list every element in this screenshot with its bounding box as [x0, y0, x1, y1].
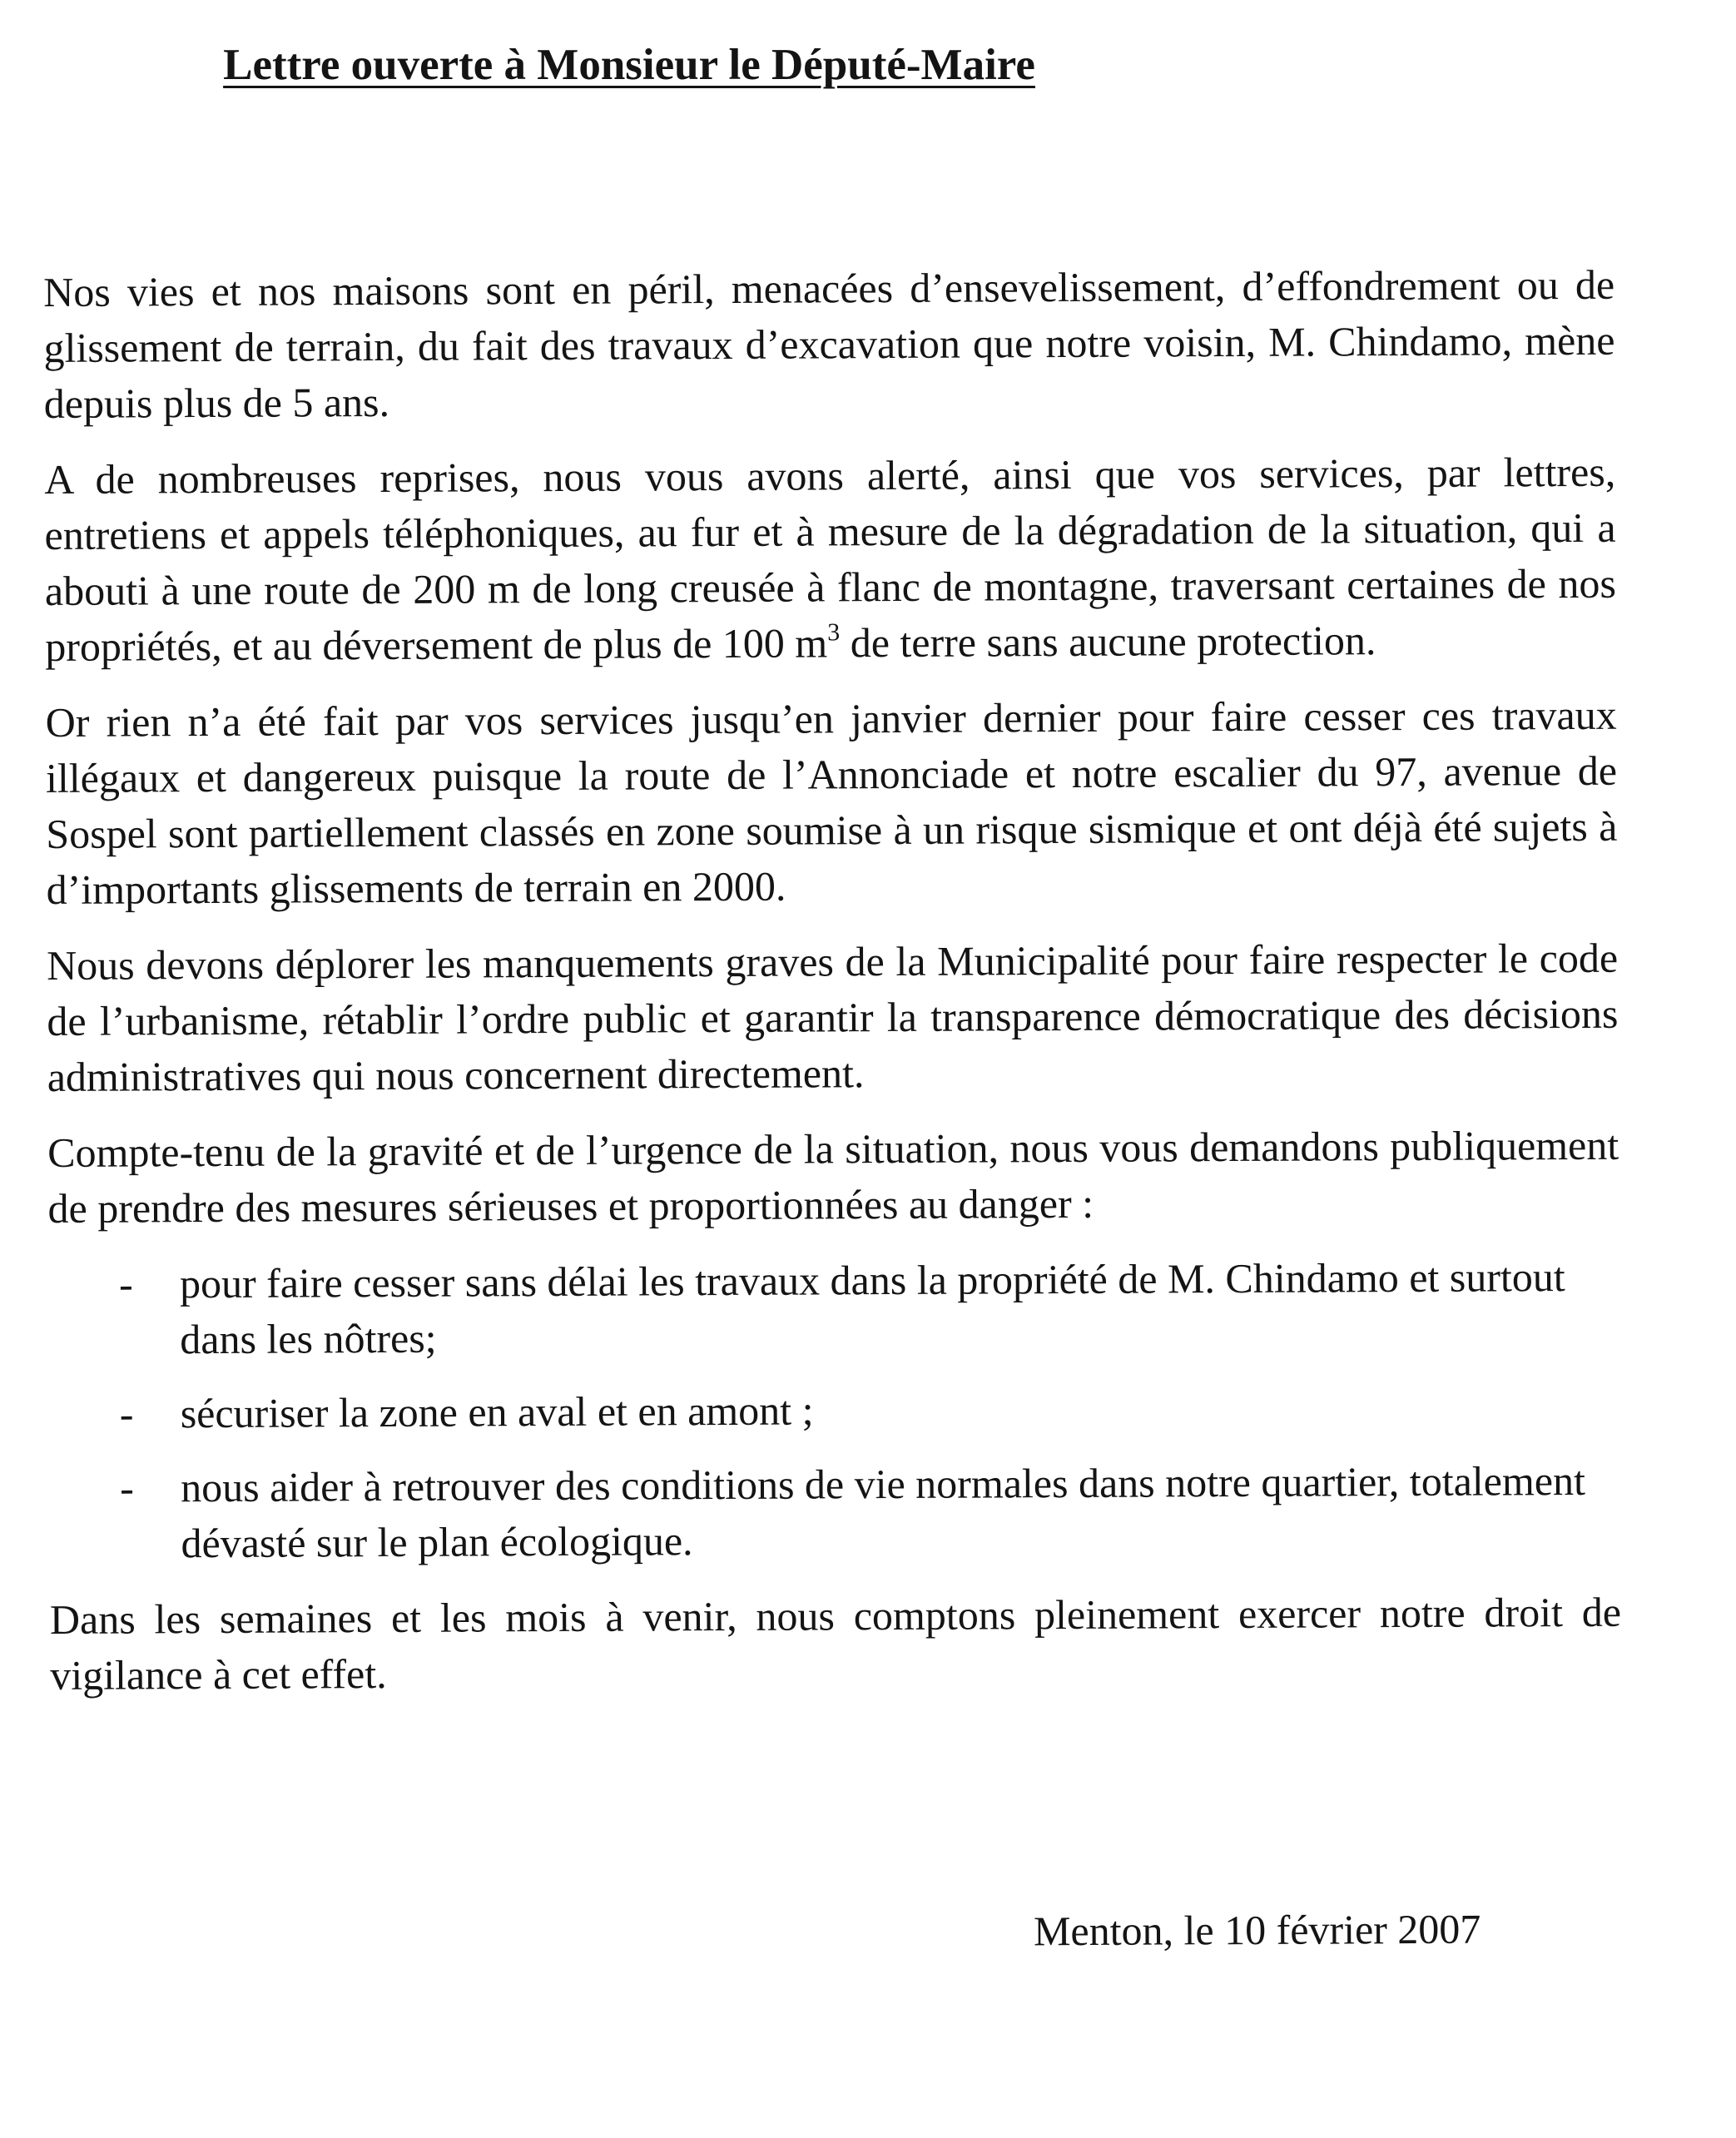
- demand-text: sécuriser la zone en aval et en amont ;: [180, 1386, 814, 1437]
- paragraph-vigilance: Dans les semaines et les mois à venir, nous comptons pleinement exercer notre droit de vigilance à cet effet.: [49, 1588, 1622, 1699]
- demand-text: nous aider à retrouver des conditions de vie normales dans notre quartier, totalement dévasté sur le plan écologique.: [181, 1456, 1586, 1567]
- paragraph-request: Compte-tenu de la gravité et de l’urgence de la situation, nous vous demandons publiquement de prendre des mesures sérieuses et proportionnées au danger :: [47, 1121, 1619, 1232]
- paragraph-peril: Nos vies et nos maisons sont en péril, menacées d’ensevelissement, d’effondrement ou de glissement de terrain, du fait des travaux d’excavation que notre voisin, M. Chindamo, mène depuis plus de 5 ans.: [43, 260, 1615, 427]
- paragraph-alerts: [44, 444, 1616, 675]
- list-dash: -: [118, 1260, 133, 1307]
- letter-title: Lettre ouverte à Monsieur le Député-Maire: [223, 41, 1035, 89]
- paragraph-alerts-text: A de nombreuses reprises, nous vous avons alerté, ainsi que vos services, par lettres, entretiens et appels téléphoniques, au fur et à mesure de la dégradation de la situation, qui a abouti à une route de 200 m de long creusée à flanc de montagne, traversant certaines de nos propriétés, et au déversement de plus de 100 m: [44, 448, 1617, 670]
- list-item: [49, 1453, 1621, 1572]
- paragraph-failures: Nous devons déplorer les manquements graves de la Municipalité pour faire respecter le code de l’urbanisme, rétablir l’ordre public et garantir la transparence démocratique des décisions administratives qui nous concernent directement.: [46, 934, 1619, 1100]
- paragraph-alerts-end: de terre sans aucune protection.: [840, 617, 1376, 667]
- demands-list: [48, 1249, 1621, 1572]
- list-item: [48, 1249, 1620, 1368]
- demand-text: pour faire cesser sans délai les travaux dans la propriété de M. Chindamo et surtout dans les nôtres;: [179, 1253, 1565, 1363]
- place-date: Menton, le 10 février 2007: [1033, 1905, 1481, 1955]
- paragraph-inaction: Or rien n’a été fait par vos services jusqu’en janvier dernier pour faire cesser ces travaux illégaux et dangereux puisque la route de l’Annonciade et notre escalier du 97, avenue de Sospel sont partiellement classés en zone soumise à un risque sismique et ont déjà été sujets à d’importants glissements de terrain en 2000.: [45, 691, 1618, 913]
- list-dash: -: [120, 1464, 134, 1511]
- list-item: [49, 1379, 1620, 1442]
- letter-body: [43, 257, 1622, 1724]
- cubic-superscript: 3: [827, 618, 841, 647]
- list-dash: -: [119, 1390, 134, 1437]
